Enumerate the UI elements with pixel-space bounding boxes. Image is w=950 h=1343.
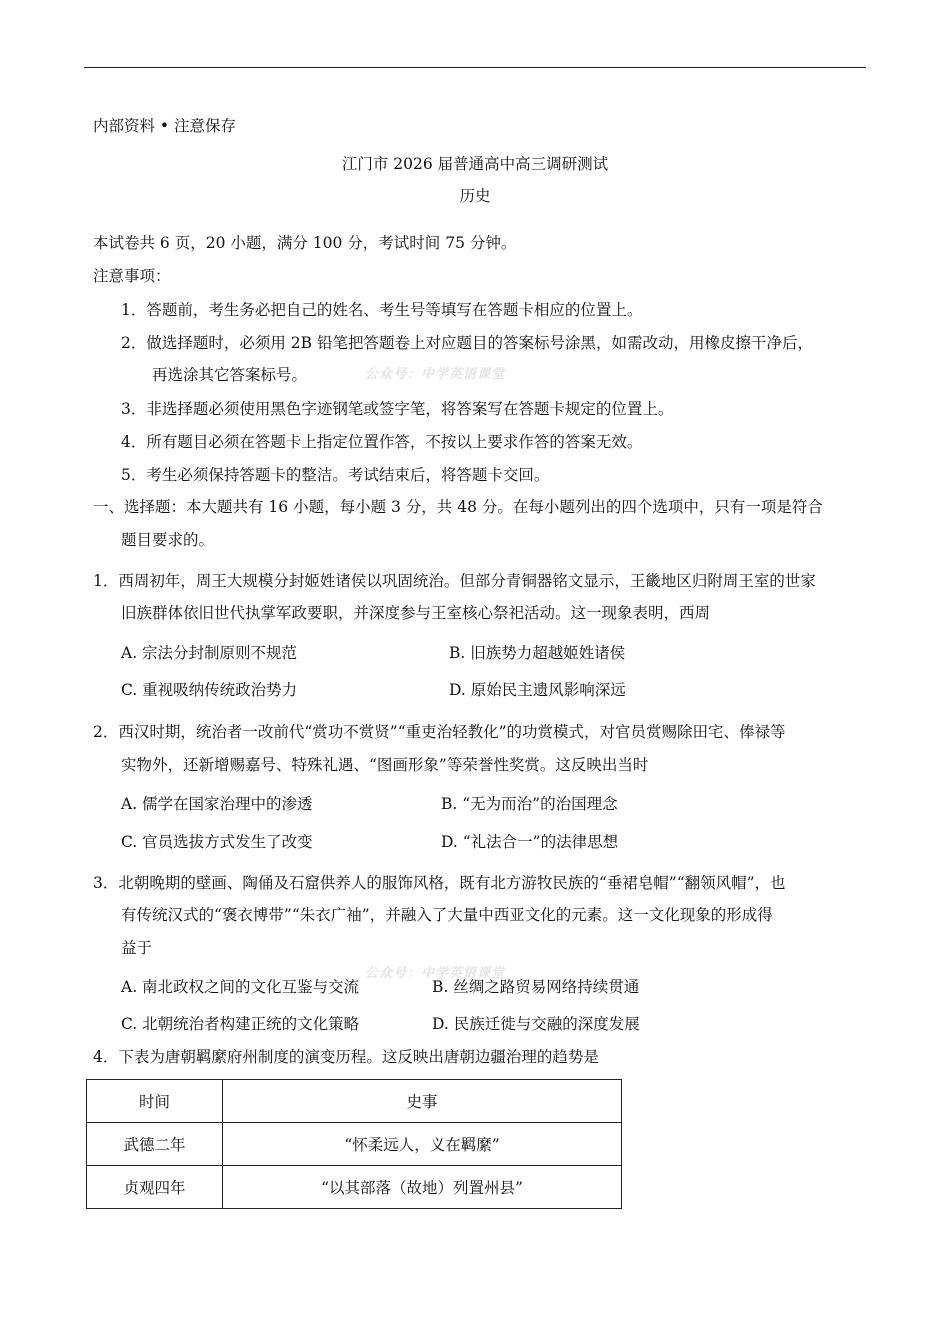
- question-2-option-c: C. 官员选拔方式发生了改变: [121, 833, 313, 851]
- question-1-option-d: D. 原始民主遗风影响深远: [449, 681, 626, 699]
- question-2-stem: 实物外，还新增赐嘉号、特殊礼遇、“图画形象”等荣誉性奖赏。这反映出当时: [121, 756, 649, 774]
- question-3-stem: 益于: [121, 939, 153, 957]
- question-1-stem: 旧族群体依旧世代执掌军政要职，并深度参与王室核心祭祀活动。这一现象表明，西周: [121, 604, 711, 622]
- question-3-option-c: C. 北朝统治者构建正统的文化策略: [121, 1015, 360, 1033]
- subject-title: 历史: [459, 187, 491, 205]
- exam-intro: 本试卷共 6 页，20 小题，满分 100 分，考试时间 75 分钟。: [93, 234, 517, 252]
- section-heading-continued: 题目要求的。: [121, 531, 215, 549]
- notice-item: 1．答题前，考生务必把自己的姓名、考生号等填写在答题卡相应的位置上。: [121, 301, 643, 319]
- notice-item: 3．非选择题必须使用黑色字迹钢笔或签字笔，将答案写在答题卡规定的位置上。: [121, 400, 674, 418]
- watermark: 公众号：中学英语课堂: [365, 367, 506, 382]
- top-rule: [84, 67, 866, 68]
- question-3-stem: 有传统汉式的“褒衣博带”“朱衣广袖”，并融入了大量中西亚文化的元素。这一文化现象的形成得: [121, 906, 773, 924]
- table-cell: 贞观四年: [87, 1166, 223, 1209]
- question-3-option-b: B. 丝绸之路贸易网络持续贯通: [432, 978, 640, 996]
- question-2-option-a: A. 儒学在国家治理中的渗透: [121, 795, 313, 813]
- table-cell: “怀柔远人，义在羁縻”: [223, 1123, 622, 1166]
- question-1-option-b: B. 旧族势力超越姬姓诸侯: [449, 644, 626, 662]
- question-3-option-a: A. 南北政权之间的文化互鉴与交流: [121, 978, 360, 996]
- table-header-row: [87, 1080, 622, 1123]
- question-4-stem: 4．下表为唐朝羁縻府州制度的演变历程。这反映出唐朝边疆治理的趋势是: [93, 1048, 599, 1066]
- question-4-table: [86, 1079, 622, 1209]
- table-row: [87, 1123, 622, 1166]
- watermark: 公众号：中学英语课堂: [365, 966, 506, 981]
- notice-heading: 注意事项：: [93, 267, 171, 285]
- table-header-cell: 史事: [223, 1080, 622, 1123]
- notice-item: 4．所有题目必须在答题卡上指定位置作答，不按以上要求作答的答案无效。: [121, 433, 643, 451]
- table-cell: “以其部落（故地）列置州县”: [223, 1166, 622, 1209]
- notice-item: 5．考生必须保持答题卡的整洁。考试结束后，将答题卡交回。: [121, 466, 550, 484]
- question-3-option-d: D. 民族迁徙与交融的深度发展: [432, 1015, 640, 1033]
- notice-item-continued: 再选涂其它答案标号。: [152, 366, 308, 384]
- confidential-label: 内部资料 • 注意保存: [93, 117, 236, 135]
- notice-item: 2．做选择题时，必须用 2B 铅笔把答题卷上对应题目的答案标号涂黑，如需改动，用橡皮擦干净后，: [121, 334, 813, 352]
- table-header-cell: 时间: [87, 1080, 223, 1123]
- question-1-option-c: C. 重视吸纳传统政治势力: [121, 681, 298, 699]
- question-1-stem: 1．西周初年，周王大规模分封姬姓诸侯以巩固统治。但部分青铜器铭文显示，王畿地区归附周王室的世家: [93, 572, 816, 590]
- question-2-option-d: D. “礼法合一”的法律思想: [441, 833, 619, 851]
- exam-title: 江门市 2026 届普通高中高三调研测试: [341, 155, 609, 173]
- question-3-stem: 3．北朝晚期的壁画、陶俑及石窟供养人的服饰风格，既有北方游牧民族的“垂裙皂帽”“翻领风帽”，也: [93, 874, 786, 892]
- table-row: [87, 1166, 622, 1209]
- section-heading: 一、选择题：本大题共有 16 小题，每小题 3 分，共 48 分。在每小题列出的四个选项中，只有一项是符合: [93, 498, 823, 516]
- table-cell: 武德二年: [87, 1123, 223, 1166]
- question-1-option-a: A. 宗法分封制原则不规范: [121, 644, 298, 662]
- question-2-option-b: B. “无为而治”的治国理念: [441, 795, 618, 813]
- question-2-stem: 2．西汉时期，统治者一改前代“赏功不赏贤”“重吏治轻教化”的功赏模式，对官员赏赐除田宅、俸禄等: [93, 723, 786, 741]
